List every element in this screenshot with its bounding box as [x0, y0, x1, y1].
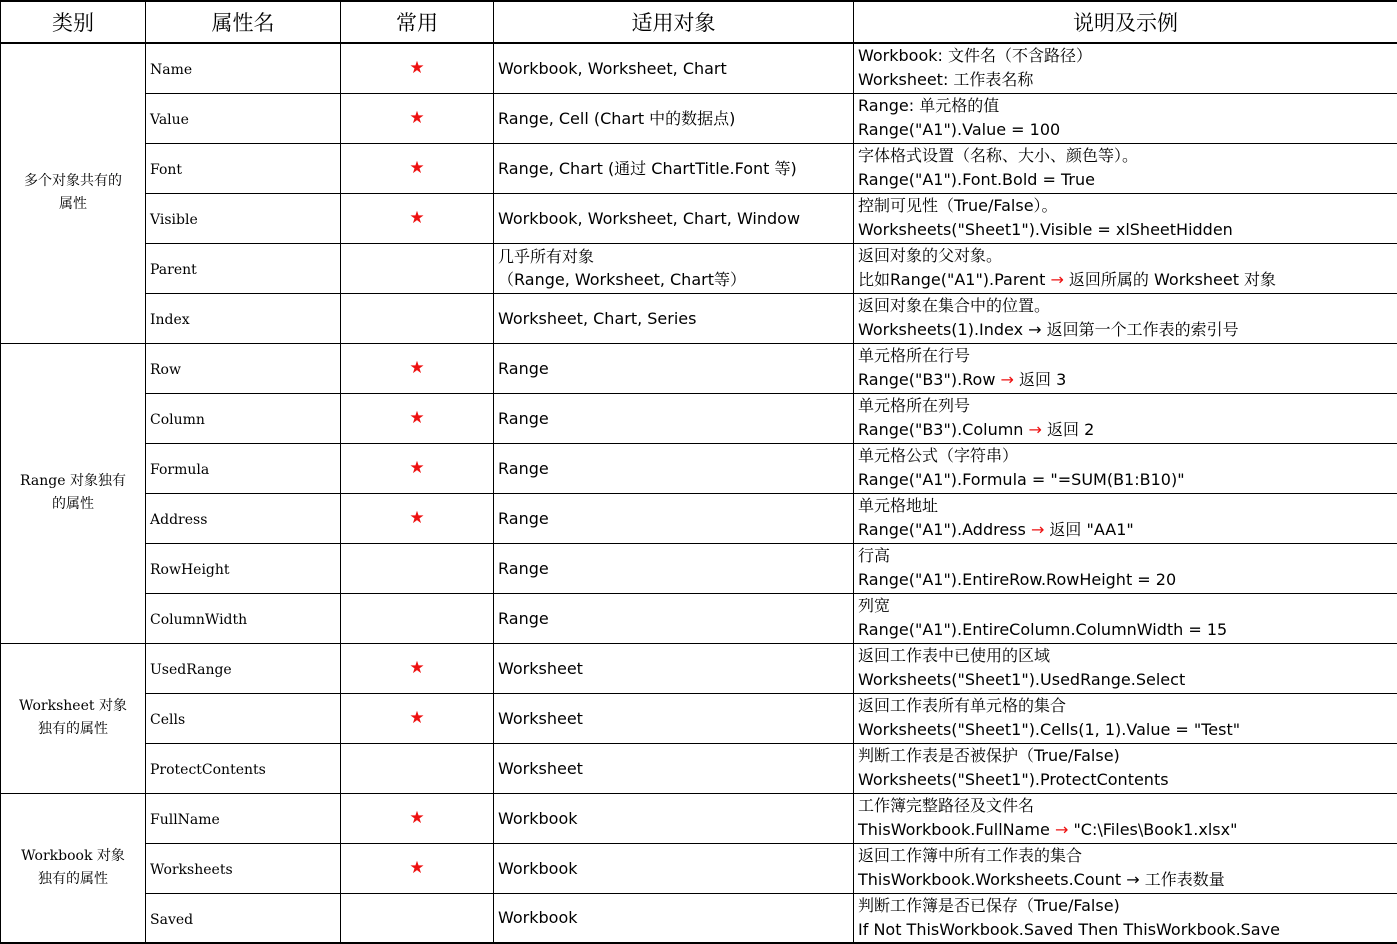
common-cell — [341, 643, 494, 693]
common-cell — [341, 43, 494, 93]
description-text: Range("A1").Formula = "=SUM(B1:B10)" — [858, 470, 1185, 489]
property-name-cell: Address — [146, 493, 341, 543]
description-line — [858, 644, 1397, 668]
description-line — [858, 194, 1397, 218]
table-row — [1, 293, 1397, 343]
applicable-objects-line: Workbook — [498, 906, 853, 929]
star-icon: ★ — [409, 508, 424, 528]
description-line — [858, 244, 1397, 268]
star-icon: ★ — [409, 108, 424, 128]
applicable-objects-cell — [494, 443, 854, 493]
description-line — [858, 294, 1397, 318]
category-label-line: 独有的属性 — [1, 868, 145, 891]
description-line — [858, 794, 1397, 818]
description-text: 返回所属的 Worksheet 对象 — [1064, 270, 1276, 289]
description-cell — [854, 193, 1397, 243]
common-cell — [341, 793, 494, 843]
description-text: 判断工作表是否被保护（True/False) — [858, 746, 1120, 765]
description-line — [858, 618, 1397, 642]
property-name-cell: Column — [146, 393, 341, 443]
description-cell — [854, 843, 1397, 893]
description-text: Range("A1").Value = 100 — [858, 120, 1060, 139]
applicable-objects-cell — [494, 643, 854, 693]
table-row — [1, 593, 1397, 643]
description-line — [858, 818, 1397, 842]
category-label-line: Range 对象独有 — [1, 470, 145, 493]
applicable-objects-line: Worksheet — [498, 657, 853, 680]
table-row — [1, 343, 1397, 393]
header-row — [1, 1, 1397, 43]
description-text: 单元格所在列号 — [858, 396, 970, 415]
description-line — [858, 744, 1397, 768]
description-text: ThisWorkbook.FullName — [858, 820, 1055, 839]
header-category: 类别 — [1, 1, 146, 43]
property-name-cell: Parent — [146, 243, 341, 293]
applicable-objects-cell — [494, 543, 854, 593]
description-line — [858, 468, 1397, 492]
property-name-cell: ColumnWidth — [146, 593, 341, 643]
applicable-objects-cell — [494, 743, 854, 793]
description-text: 返回工作表所有单元格的集合 — [858, 696, 1066, 715]
description-text: Range("B3").Column — [858, 420, 1029, 439]
description-line — [858, 694, 1397, 718]
description-text: 比如Range("A1").Parent — [858, 270, 1050, 289]
applicable-objects-cell — [494, 793, 854, 843]
description-line — [858, 444, 1397, 468]
description-line — [858, 894, 1397, 918]
applicable-objects-line: Workbook, Worksheet, Chart — [498, 57, 853, 80]
applicable-objects-cell — [494, 393, 854, 443]
description-line — [858, 918, 1397, 942]
description-text: 工作簿完整路径及文件名 — [858, 796, 1034, 815]
description-line — [858, 594, 1397, 618]
description-line — [858, 868, 1397, 892]
category-cell — [1, 643, 146, 793]
description-line — [858, 344, 1397, 368]
table-row — [1, 643, 1397, 693]
star-icon: ★ — [409, 658, 424, 678]
description-text: 单元格地址 — [858, 496, 938, 515]
property-name-cell: Visible — [146, 193, 341, 243]
property-name-cell: Worksheets — [146, 843, 341, 893]
description-text: Range: 单元格的值 — [858, 96, 999, 115]
table-row — [1, 843, 1397, 893]
applicable-objects-cell — [494, 93, 854, 143]
description-cell — [854, 793, 1397, 843]
description-text: 列宽 — [858, 596, 890, 615]
table-row — [1, 443, 1397, 493]
applicable-objects-cell — [494, 493, 854, 543]
common-cell — [341, 193, 494, 243]
description-line — [858, 168, 1397, 192]
header-common: 常用 — [341, 1, 494, 43]
category-label-line: 独有的属性 — [1, 718, 145, 741]
applicable-objects-line: Range — [498, 607, 853, 630]
category-cell — [1, 343, 146, 643]
description-line — [858, 44, 1397, 68]
category-label-line: 的属性 — [1, 493, 145, 516]
description-text: 控制可见性（True/False）。 — [858, 196, 1058, 215]
category-cell — [1, 793, 146, 943]
applicable-objects-line: Workbook, Worksheet, Chart, Window — [498, 207, 853, 230]
description-cell — [854, 593, 1397, 643]
description-text: Worksheets("Sheet1").Cells(1, 1).Value = "Test" — [858, 720, 1240, 739]
header-description-example: 说明及示例 — [854, 1, 1397, 43]
description-line — [858, 494, 1397, 518]
star-icon: ★ — [409, 458, 424, 478]
description-text: 返回对象的父对象。 — [858, 246, 1002, 265]
description-cell — [854, 343, 1397, 393]
description-line — [858, 118, 1397, 142]
description-cell — [854, 493, 1397, 543]
description-line — [858, 518, 1397, 542]
property-name-cell: Font — [146, 143, 341, 193]
description-cell — [854, 293, 1397, 343]
star-icon: ★ — [409, 708, 424, 728]
applicable-objects-line: Range, Chart (通过 ChartTitle.Font 等) — [498, 157, 853, 180]
description-line — [858, 218, 1397, 242]
description-cell — [854, 393, 1397, 443]
applicable-objects-line: Range — [498, 507, 853, 530]
table-row — [1, 743, 1397, 793]
common-cell — [341, 893, 494, 943]
property-name-cell: Formula — [146, 443, 341, 493]
applicable-objects-line: Range — [498, 557, 853, 580]
description-text: 单元格公式（字符串） — [858, 446, 1018, 465]
description-text: Worksheets("Sheet1").Visible = xlSheetHidden — [858, 220, 1233, 239]
description-text: Worksheet: 工作表名称 — [858, 70, 1033, 89]
description-line — [858, 544, 1397, 568]
description-text: Workbook: 文件名（不含路径） — [858, 46, 1092, 65]
applicable-objects-line: Workbook — [498, 857, 853, 880]
property-name-cell: RowHeight — [146, 543, 341, 593]
header-applicable-objects: 适用对象 — [494, 1, 854, 43]
description-text: 字体格式设置（名称、大小、颜色等）。 — [858, 146, 1138, 165]
table-body — [1, 43, 1397, 943]
common-cell — [341, 243, 494, 293]
property-name-cell: Row — [146, 343, 341, 393]
description-cell — [854, 43, 1397, 93]
common-cell — [341, 343, 494, 393]
description-text: 返回 2 — [1042, 420, 1094, 439]
applicable-objects-cell — [494, 843, 854, 893]
applicable-objects-line: Worksheet — [498, 757, 853, 780]
description-text: Range("B3").Row — [858, 370, 1001, 389]
applicable-objects-line: Worksheet — [498, 707, 853, 730]
description-line — [858, 94, 1397, 118]
property-name-cell: FullName — [146, 793, 341, 843]
category-label-line: 属性 — [1, 193, 145, 216]
description-line — [858, 844, 1397, 868]
category-label-line: Workbook 对象 — [1, 845, 145, 868]
description-text: 返回对象在集合中的位置。 — [858, 296, 1050, 315]
applicable-objects-cell — [494, 143, 854, 193]
star-icon: ★ — [409, 358, 424, 378]
table-row — [1, 393, 1397, 443]
header-property-name: 属性名 — [146, 1, 341, 43]
category-cell — [1, 43, 146, 343]
table-row — [1, 793, 1397, 843]
star-icon: ★ — [409, 858, 424, 878]
description-text: 返回工作表中已使用的区域 — [858, 646, 1050, 665]
description-text: Range("A1").EntireRow.RowHeight = 20 — [858, 570, 1176, 589]
applicable-objects-cell — [494, 293, 854, 343]
applicable-objects-cell — [494, 593, 854, 643]
description-line — [858, 268, 1397, 292]
applicable-objects-line: 几乎所有对象 — [498, 245, 853, 268]
table-row — [1, 43, 1397, 93]
description-line — [858, 144, 1397, 168]
common-cell — [341, 593, 494, 643]
applicable-objects-line: （Range, Worksheet, Chart等） — [498, 268, 853, 291]
common-cell — [341, 93, 494, 143]
arrow-right-icon: → — [1055, 820, 1068, 839]
common-cell — [341, 293, 494, 343]
applicable-objects-line: Range — [498, 407, 853, 430]
description-text: 判断工作簿是否已保存（True/False) — [858, 896, 1120, 915]
property-name-cell: UsedRange — [146, 643, 341, 693]
common-cell — [341, 543, 494, 593]
applicable-objects-cell — [494, 893, 854, 943]
common-cell — [341, 393, 494, 443]
applicable-objects-line: Range — [498, 457, 853, 480]
property-name-cell: ProtectContents — [146, 743, 341, 793]
applicable-objects-cell — [494, 343, 854, 393]
description-text: 返回 "AA1" — [1044, 520, 1133, 539]
description-line — [858, 768, 1397, 792]
table-row — [1, 893, 1397, 943]
description-cell — [854, 643, 1397, 693]
description-line — [858, 318, 1397, 342]
property-name-cell: Saved — [146, 893, 341, 943]
description-line — [858, 568, 1397, 592]
description-text: 返回工作簿中所有工作表的集合 — [858, 846, 1082, 865]
common-cell — [341, 743, 494, 793]
description-text: If Not ThisWorkbook.Saved Then ThisWorkbook.Save — [858, 920, 1280, 939]
table-row — [1, 143, 1397, 193]
description-line — [858, 368, 1397, 392]
common-cell — [341, 443, 494, 493]
arrow-right-icon: → — [1031, 520, 1044, 539]
star-icon: ★ — [409, 808, 424, 828]
table-row — [1, 493, 1397, 543]
description-cell — [854, 93, 1397, 143]
arrow-right-icon: → — [1029, 420, 1042, 439]
description-text: "C:\Files\Book1.xlsx" — [1068, 820, 1237, 839]
description-cell — [854, 143, 1397, 193]
description-text: Worksheets(1).Index → 返回第一个工作表的索引号 — [858, 320, 1239, 339]
property-name-cell: Name — [146, 43, 341, 93]
applicable-objects-cell — [494, 693, 854, 743]
description-cell — [854, 443, 1397, 493]
table-row — [1, 193, 1397, 243]
applicable-objects-line: Range, Cell (Chart 中的数据点) — [498, 107, 853, 130]
description-text: Range("A1").Address — [858, 520, 1031, 539]
description-cell — [854, 743, 1397, 793]
applicable-objects-line: Worksheet, Chart, Series — [498, 307, 853, 330]
common-cell — [341, 143, 494, 193]
star-icon: ★ — [409, 58, 424, 78]
applicable-objects-line: Range — [498, 357, 853, 380]
description-text: Range("A1").Font.Bold = True — [858, 170, 1095, 189]
table-row — [1, 243, 1397, 293]
common-cell — [341, 843, 494, 893]
description-cell — [854, 243, 1397, 293]
description-cell — [854, 693, 1397, 743]
table-row — [1, 693, 1397, 743]
category-label-line: 多个对象共有的 — [1, 170, 145, 193]
description-cell — [854, 893, 1397, 943]
arrow-right-icon: → — [1001, 370, 1014, 389]
description-text: 返回 3 — [1014, 370, 1066, 389]
description-line — [858, 718, 1397, 742]
description-line — [858, 68, 1397, 92]
common-cell — [341, 693, 494, 743]
description-line — [858, 394, 1397, 418]
arrow-right-icon: → — [1050, 270, 1063, 289]
property-name-cell: Cells — [146, 693, 341, 743]
applicable-objects-cell — [494, 193, 854, 243]
description-text: 单元格所在行号 — [858, 346, 970, 365]
description-line — [858, 668, 1397, 692]
applicable-objects-line: Workbook — [498, 807, 853, 830]
star-icon: ★ — [409, 158, 424, 178]
star-icon: ★ — [409, 208, 424, 228]
description-text: Worksheets("Sheet1").UsedRange.Select — [858, 670, 1185, 689]
property-name-cell: Index — [146, 293, 341, 343]
category-label-line: Worksheet 对象 — [1, 695, 145, 718]
applicable-objects-cell — [494, 43, 854, 93]
description-text: Range("A1").EntireColumn.ColumnWidth = 15 — [858, 620, 1227, 639]
table-row — [1, 543, 1397, 593]
description-text: Worksheets("Sheet1").ProtectContents — [858, 770, 1169, 789]
applicable-objects-cell — [494, 243, 854, 293]
table-row — [1, 93, 1397, 143]
description-cell — [854, 543, 1397, 593]
description-text: ThisWorkbook.Worksheets.Count → 工作表数量 — [858, 870, 1225, 889]
star-icon: ★ — [409, 408, 424, 428]
common-cell — [341, 493, 494, 543]
property-name-cell: Value — [146, 93, 341, 143]
description-text: 行高 — [858, 546, 890, 565]
description-line — [858, 418, 1397, 442]
